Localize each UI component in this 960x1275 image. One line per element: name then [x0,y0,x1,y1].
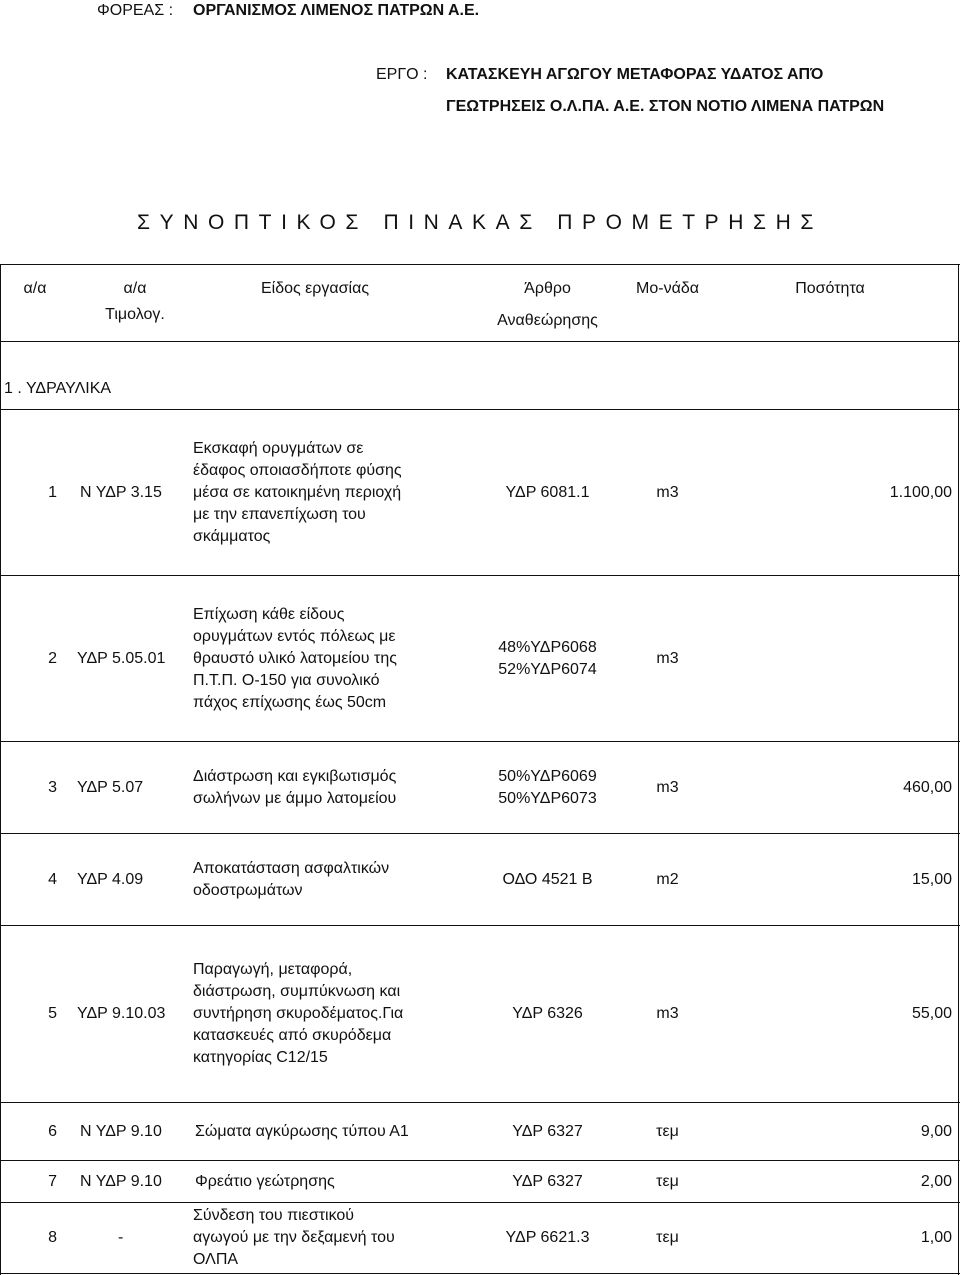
row4-eidos: Αποκατάσταση ασφαλτικών οδοστρωμάτων [193,859,390,899]
row1-aa: 1 [48,483,57,501]
table-right-border [958,264,959,1275]
row2-timol: ΥΔΡ 5.05.01 [77,649,166,667]
row4-monada: m2 [656,870,679,888]
row8-eidos: Σύνδεση του πιεστικού αγωγού με την δεξαμενή του ΟΛΠΑ [193,1207,395,1268]
foreas-label: ΦΟΡΕΑΣ : [97,2,174,19]
row6-aa: 6 [48,1122,57,1140]
row4-aa: 4 [48,870,57,888]
header-bottom-border [0,341,960,342]
row2-monada: m3 [656,649,679,667]
row7-aa: 7 [48,1172,57,1190]
row3-aa: 3 [48,778,57,796]
col-posotita: Ποσότητα [795,280,865,297]
row7-eidos: Φρεάτιο γεώτρησης [195,1172,335,1190]
row5-arthro: ΥΔΡ 6326 [512,1005,583,1022]
row6-posotita: 9,00 [920,1122,952,1140]
table-top-border [0,264,960,265]
ergo-value-line2: ΓΕΩΤΡΗΣΕΙΣ Ο.Λ.ΠΑ. Α.Ε. ΣΤΟΝ ΝΟΤΙΟ ΛΙΜΕΝΑ ΠΑΤΡΩΝ [446,98,885,115]
row8-arthro: ΥΔΡ 6621.3 [505,1229,590,1246]
row4-posotita: 15,00 [911,870,952,888]
row6-arthro: ΥΔΡ 6327 [512,1122,583,1140]
row7-monada: τεμ [656,1172,679,1190]
foreas-value: ΟΡΓΑΝΙΣΜΟΣ ΛΙΜΕΝΟΣ ΠΑΤΡΩΝ Α.Ε. [193,2,480,19]
row3-posotita: 460,00 [903,778,952,796]
row1-timol: Ν ΥΔΡ 3.15 [80,483,162,501]
col-aa: α/α [23,280,47,297]
col-monada: Μο-νάδα [636,280,699,297]
row8-aa: 8 [48,1229,57,1246]
row2-aa: 2 [48,649,57,667]
summary-title: ΣΥΝΟΠΤΙΚΟΣ ΠΙΝΑΚΑΣ ΠΡΟΜΕΤΡΗΣΗΣ [137,211,823,234]
row3-arthro: 50%ΥΔΡ6069 50%ΥΔΡ6073 [498,767,597,807]
row8-monada: τεμ [656,1229,679,1246]
row3-monada: m3 [656,778,679,796]
row8-posotita: 1,00 [920,1229,952,1246]
row1-arthro: ΥΔΡ 6081.1 [505,483,590,501]
row5-timol: ΥΔΡ 9.10.03 [77,1005,166,1022]
row2-arthro: 48%ΥΔΡ6068 52%ΥΔΡ6074 [498,638,597,678]
row6-timol: Ν ΥΔΡ 9.10 [80,1122,162,1140]
row6-monada: τεμ [656,1122,679,1140]
row5-eidos: Παραγωγή, μεταφορά, διάστρωση, συμπύκνωση και συντήρηση σκυροδέματος.Για κατασκευές από σκυρόδεμα κατηγορίας C12/15 [193,961,404,1066]
section-title: 1 . ΥΔΡΑΥΛΙΚΑ [4,380,112,397]
row1-posotita: 1.100,00 [889,483,952,501]
col-arthro-line2: Αναθεώρησης [497,312,598,329]
row5-aa: 5 [48,1005,57,1022]
row5-posotita: 55,00 [911,1005,952,1022]
row1-eidos: Εκσκαφή ορυγμάτων σε έδαφος οποιασδήποτε φύσης μέσα σε κατοικημένη περιοχή με την επανεπίχωση του σκάμματος [193,439,402,545]
col-eidos: Είδος εργασίας [260,280,370,297]
row1-monada: m3 [656,483,679,501]
row2-posotita [750,576,956,741]
row7-posotita: 2,00 [920,1172,952,1190]
row7-timol: Ν ΥΔΡ 9.10 [80,1172,162,1190]
col-aa-timol-line1: α/α [123,280,147,297]
col-aa-timol-line2: Τιμολογ. [105,306,165,323]
row8-timol: - [118,1229,124,1246]
row4-timol: ΥΔΡ 4.09 [77,870,144,888]
row6-eidos: Σώματα αγκύρωσης τύπου Α1 [195,1122,409,1140]
row4-arthro: ΟΔΟ 4521 Β [502,870,593,888]
row2-eidos: Επίχωση κάθε είδους ορυγμάτων εντός πόλεως με θραυστό υλικό λατομείου της Π.Τ.Π. Ο-150 για συνολικό πάχος επίχωσης έως 50cm [193,605,397,711]
row7-arthro: ΥΔΡ 6327 [512,1172,583,1190]
row5-monada: m3 [656,1005,679,1022]
col-arthro-line1: Άρθρο [524,280,571,297]
ergo-value-line1: ΚΑΤΑΣΚΕΥΗ ΑΓΩΓΟΥ ΜΕΤΑΦΟΡΑΣ ΥΔΑΤΟΣ ΑΠΌ [446,66,824,83]
table-bottom-border [0,1273,960,1274]
ergo-label: ΕΡΓΟ : [376,66,428,83]
row3-eidos: Διάστρωση και εγκιβωτισμός σωλήνων με άμμο λατομείου [193,767,397,807]
row3-timol: ΥΔΡ 5.07 [77,778,144,796]
